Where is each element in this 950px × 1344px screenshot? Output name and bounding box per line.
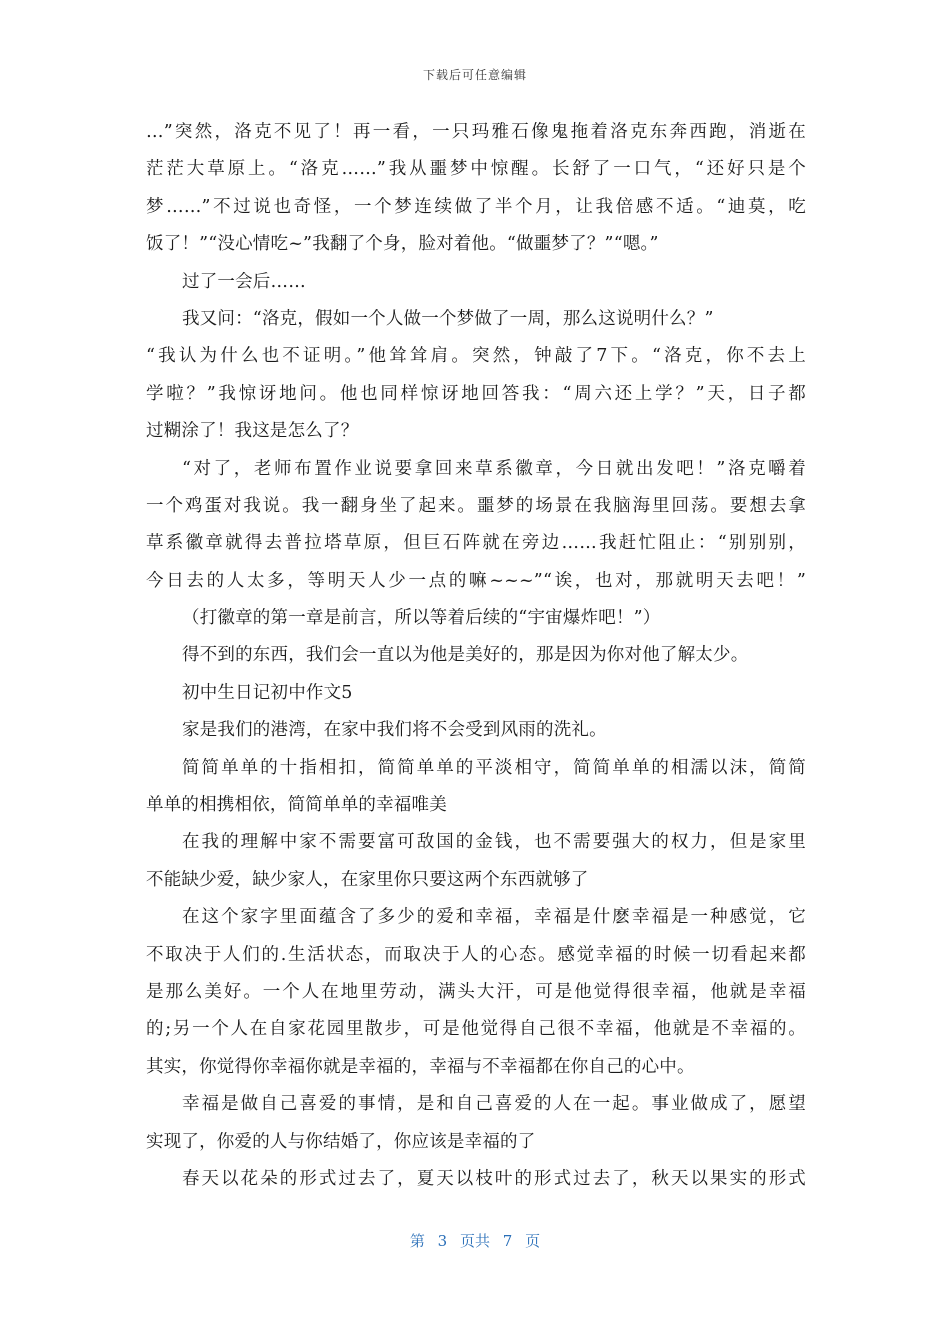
text-line: 不能缺少爱，缺少家人，在家里你只要这两个东西就够了 — [146, 869, 589, 890]
text-line: 草系徽章就得去普拉塔草原，但巨石阵就在旁边……我赶忙阻止：“别别别， — [146, 533, 806, 554]
text-line: 简简单单的十指相扣，简简单单的平淡相守，简简单单的相濡以沫，简简 — [182, 757, 806, 778]
text-line: 饭了！”“没心情吃~”我翻了个身，脸对着他。“做噩梦了？”“嗯。” — [146, 234, 659, 255]
text-line: 得不到的东西，我们会一直以为他是美好的，那是因为你对他了解太少。 — [182, 645, 749, 666]
text-line: 在这个家字里面蕴含了多少的爱和幸福，幸福是什麽幸福是一种感觉，它 — [182, 907, 806, 928]
text-line: 今日去的人太多，等明天人少一点的嘛~~~”“诶，也对，那就明天去吧！” — [146, 570, 806, 591]
text-line: 过糊涂了！我这是怎么了？ — [146, 421, 359, 442]
text-line: 我又问：“洛克，假如一个人做一个梦做了一周，那么这说明什么？” — [182, 308, 714, 329]
text-line: 家是我们的港湾，在家中我们将不会受到风雨的洗礼。 — [182, 720, 607, 741]
page-header-note: 下载后可任意编辑 — [422, 68, 527, 82]
text-line: 是那么美好。一个人在地里劳动，满头大汗，可是他觉得很幸福，他就是幸福 — [146, 981, 806, 1002]
text-line: 幸福是做自己喜爱的事情，是和自己喜爱的人在一起。事业做成了，愿望 — [182, 1094, 806, 1115]
text-line: …”突然，洛克不见了！再一看，一只玛雅石像鬼拖着洛克东奔西跑，消逝在 — [146, 122, 806, 142]
text-line: 茫茫大草原上。“洛克……”我从噩梦中惊醒。长舒了一口气，“还好只是个 — [146, 159, 806, 180]
text-line: 一个鸡蛋对我说。我一翻身坐了起来。噩梦的场景在我脑海里回荡。要想去拿 — [146, 495, 806, 516]
text-line: 学啦？”我惊讶地问。他也同样惊讶地回答我：“周六还上学？”天，日子都 — [146, 383, 806, 404]
text-line: 的;另一个人在自家花园里散步，可是他觉得自己很不幸福，他就是不幸福的。 — [146, 1019, 806, 1040]
page-number-footer: 第 3 页共 7 页 — [409, 1232, 541, 1250]
text-line: 其实，你觉得你幸福你就是幸福的，幸福与不幸福都在你自己的心中。 — [146, 1056, 695, 1077]
text-line: 过了一会后…… — [182, 271, 306, 292]
text-line: 在我的理解中家不需要富可敌国的金钱，也不需要强大的权力，但是家里 — [182, 832, 806, 853]
document-body — [146, 114, 806, 1198]
text-line: “对了，老师布置作业说要拿回来草系徽章，今日就出发吧！”洛克嚼着 — [182, 458, 806, 479]
text-line: 春天以花朵的形式过去了，夏天以枝叶的形式过去了，秋天以果实的形式 — [182, 1168, 806, 1189]
text-line: 实现了，你爱的人与你结婚了，你应该是幸福的了 — [146, 1131, 536, 1152]
text-line: 初中生日记初中作文5 — [182, 682, 353, 703]
text-line: 不取决于人们的.生活状态，而取决于人的心态。感觉幸福的时候一切看起来都 — [146, 944, 806, 965]
text-line: “我认为什么也不证明。”他耸耸肩。突然，钟敲了7下。“洛克，你不去上 — [146, 346, 806, 367]
text-line: 单单的相携相依，简简单单的幸福唯美 — [146, 795, 447, 816]
text-line: 梦……”不过说也奇怪，一个梦连续做了半个月，让我倍感不适。“迪莫，吃 — [146, 196, 806, 217]
text-line: （打徽章的第一章是前言，所以等着后续的“宇宙爆炸吧！”） — [182, 608, 661, 629]
